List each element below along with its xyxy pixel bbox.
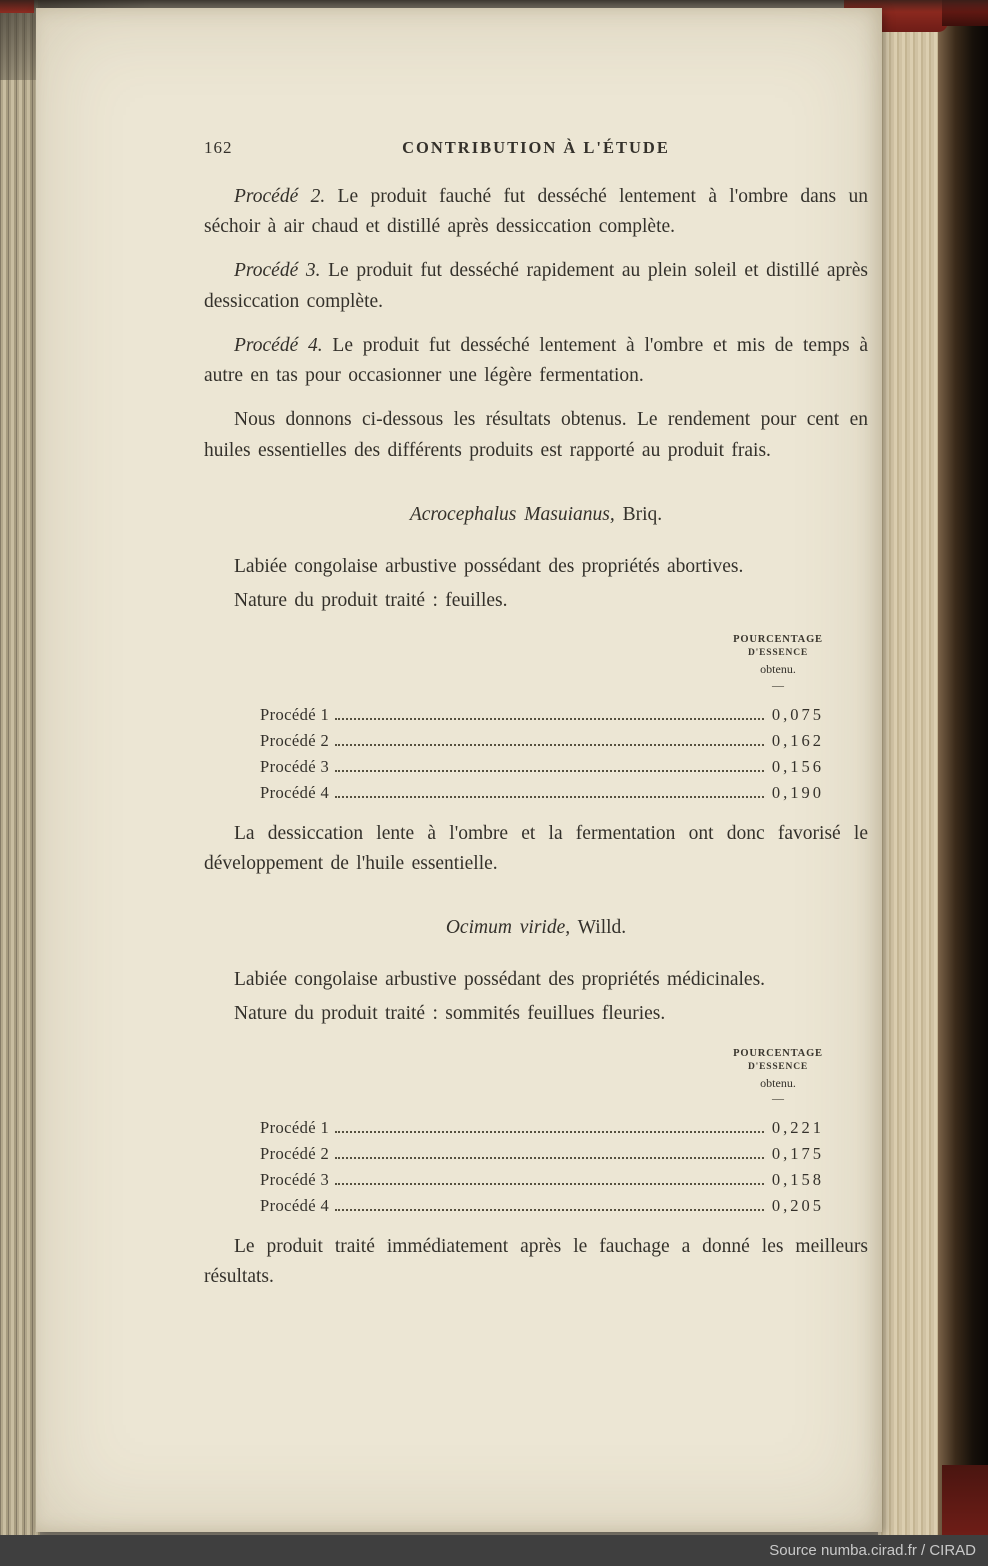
procede-4-label: Procédé 4. [234,334,323,356]
table-row [204,754,868,779]
page-number: 162 [204,138,233,157]
nature-du-produit-line: Nature du produit traité : sommités feuillues fleuries. [234,1003,666,1025]
dotted-leader [335,1209,764,1211]
book-cover-red-bottom [942,1465,988,1535]
table-column-header [714,1046,842,1106]
dotted-leader [335,1183,764,1185]
species-title-latin: Ocimum viride, [445,917,571,939]
row-value: 0,156 [771,756,824,776]
section-conclusion: La dessiccation lente à l'ombre et la fermentation ont donc favorisé le développement de l'huile essentielle. [204,822,868,874]
row-label: Procédé 3 [260,1170,330,1190]
procede-3-label: Procédé 3. [234,260,321,282]
procede-2-text: Le produit fauché fut desséché lentement à l'ombre dans un séchoir à air chaud et distillé après dessiccation complète. [204,186,868,238]
dotted-leader [335,1131,764,1133]
page-content [204,136,868,1293]
table-row [204,1167,868,1192]
page [36,8,882,1532]
paragraph-procede-3 [204,256,868,316]
header-pourcentage: POURCENTAGE [733,1047,823,1059]
row-label: Procédé 2 [260,1144,330,1164]
species-title-latin: Acrocephalus Masuianus, [409,503,615,525]
table-column-header [714,632,842,692]
row-value: 0,175 [771,1144,824,1164]
species-description: Labiée congolaise arbustive possédant des propriétés abortives. [234,555,744,577]
row-value: 0,158 [771,1170,824,1190]
procede-2-label: Procédé 2. [234,186,326,207]
left-page-edges [0,0,40,1566]
procede-4-text: Le produit fut desséché lentement à l'ombre et mis de temps à autre en tas pour occasionner une légère fermentation. [204,334,869,387]
table-row [204,1141,868,1166]
right-page-edges [878,0,942,1566]
species-title-author: Willd. [570,917,627,939]
paragraph-procede-2 [204,182,868,242]
species-title-author: Briq. [614,503,663,525]
running-head: CONTRIBUTION À L'ÉTUDE [402,138,670,157]
dotted-leader [335,796,764,798]
header-dessence: D'ESSENCE [748,648,808,659]
header-dash: — [772,677,784,692]
table-row [204,1115,868,1140]
dotted-leader [335,770,764,772]
row-label: Procédé 3 [260,756,330,776]
procede-3-text: Le produit fut desséché rapidement au plein soleil et distillé après dessiccation complète. [204,260,868,312]
table-row [204,702,868,727]
dotted-leader [335,744,764,746]
row-value: 0,190 [771,782,824,802]
results-table-acrocephalus [204,702,868,805]
species-description: Labiée congolaise arbustive possédant des propriétés médicinales. [234,969,766,991]
row-value: 0,162 [771,730,824,750]
table-row [204,780,868,805]
row-label: Procédé 1 [260,1118,330,1138]
section-conclusion: Le produit traité immédiatement après le fauchage a donné les meilleurs résultats. [204,1236,868,1288]
table-row [204,728,868,753]
source-attribution: Source numba.cirad.fr / CIRAD [769,1542,976,1559]
dotted-leader [335,1157,764,1159]
row-label: Procédé 4 [260,782,330,802]
species-title-acrocephalus [204,504,868,526]
header-dessence: D'ESSENCE [748,1061,808,1072]
row-label: Procédé 4 [260,1196,330,1216]
header-dash: — [772,1091,784,1105]
paragraph-procede-4 [204,331,868,391]
species-title-ocimum [204,917,868,939]
nature-du-produit-line: Nature du produit traité : feuilles. [234,589,508,611]
book-spine [938,0,988,1566]
row-label: Procédé 1 [260,704,330,724]
row-value: 0,221 [771,1118,824,1138]
page-header [204,136,868,166]
row-value: 0,205 [771,1196,824,1216]
table-row [204,1193,868,1218]
scan-attribution-bar [0,1535,988,1566]
row-value: 0,075 [771,704,824,724]
header-obtenu: obtenu. [760,662,796,677]
results-table-ocimum [204,1115,868,1218]
header-obtenu: obtenu. [760,1075,796,1090]
dotted-leader [335,718,764,720]
paragraph-intro-results: Nous donnons ci-dessous les résultats obtenus. Le rendement pour cent en huiles essentielles des différents produits est rapporté au produit frais. [204,409,868,461]
header-pourcentage: POURCENTAGE [733,634,823,646]
row-label: Procédé 2 [260,730,330,750]
